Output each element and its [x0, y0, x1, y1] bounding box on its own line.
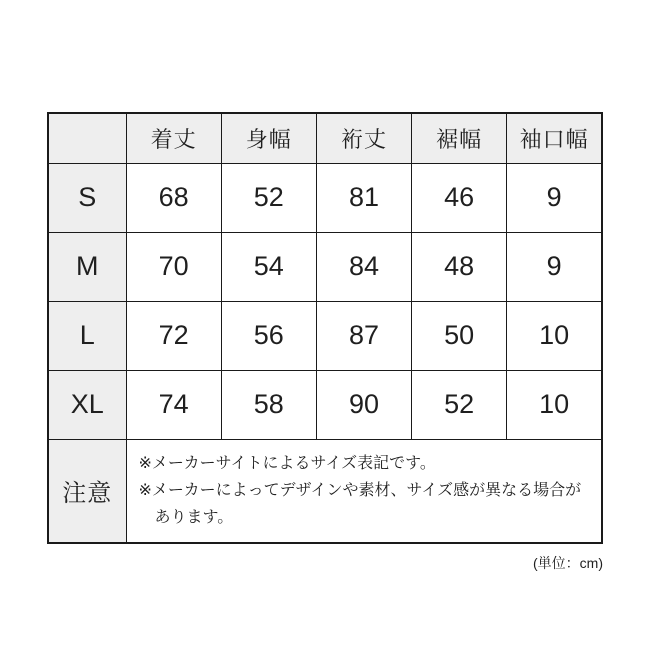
value-cell: 52: [412, 370, 507, 439]
size-chart-table: [47, 112, 603, 544]
value-cell: 52: [221, 163, 316, 232]
value-cell: 81: [316, 163, 411, 232]
table-header-row: [48, 113, 602, 163]
value-cell: 90: [316, 370, 411, 439]
value-cell: 74: [126, 370, 221, 439]
value-cell: 56: [221, 301, 316, 370]
note-label: 注意: [48, 439, 126, 543]
value-cell: 9: [507, 163, 602, 232]
value-cell: 87: [316, 301, 411, 370]
value-cell: 50: [412, 301, 507, 370]
note-line: ※メーカーサイトによるサイズ表記です。: [138, 455, 436, 473]
value-cell: 72: [126, 301, 221, 370]
value-cell: 54: [221, 232, 316, 301]
unit-label: (単位：cm): [533, 555, 603, 571]
value-cell: 48: [412, 232, 507, 301]
value-cell: 46: [412, 163, 507, 232]
value-cell: 10: [507, 301, 602, 370]
value-cell: 58: [221, 370, 316, 439]
table-row-s: [48, 163, 602, 232]
note-line: ※メーカーによってデザインや素材、サイズ感が異なる場合が: [138, 482, 582, 500]
table-row-xl: [48, 370, 602, 439]
column-header-susohaba: 裾幅: [412, 113, 507, 163]
note-cell: [126, 439, 602, 543]
value-cell: 10: [507, 370, 602, 439]
corner-cell: [48, 113, 126, 163]
size-label: S: [48, 163, 126, 232]
table-row-m: [48, 232, 602, 301]
column-header-mihaba: 身幅: [221, 113, 316, 163]
size-label: XL: [48, 370, 126, 439]
value-cell: 84: [316, 232, 411, 301]
column-header-sodeguchihaba: 袖口幅: [507, 113, 602, 163]
column-header-yukitake: 裄丈: [316, 113, 411, 163]
size-label: M: [48, 232, 126, 301]
note-line: あります。: [154, 509, 234, 527]
value-cell: 9: [507, 232, 602, 301]
value-cell: 70: [126, 232, 221, 301]
table-row-l: [48, 301, 602, 370]
table-row-note: [48, 439, 602, 543]
column-header-chakutake: 着丈: [126, 113, 221, 163]
size-label: L: [48, 301, 126, 370]
value-cell: 68: [126, 163, 221, 232]
